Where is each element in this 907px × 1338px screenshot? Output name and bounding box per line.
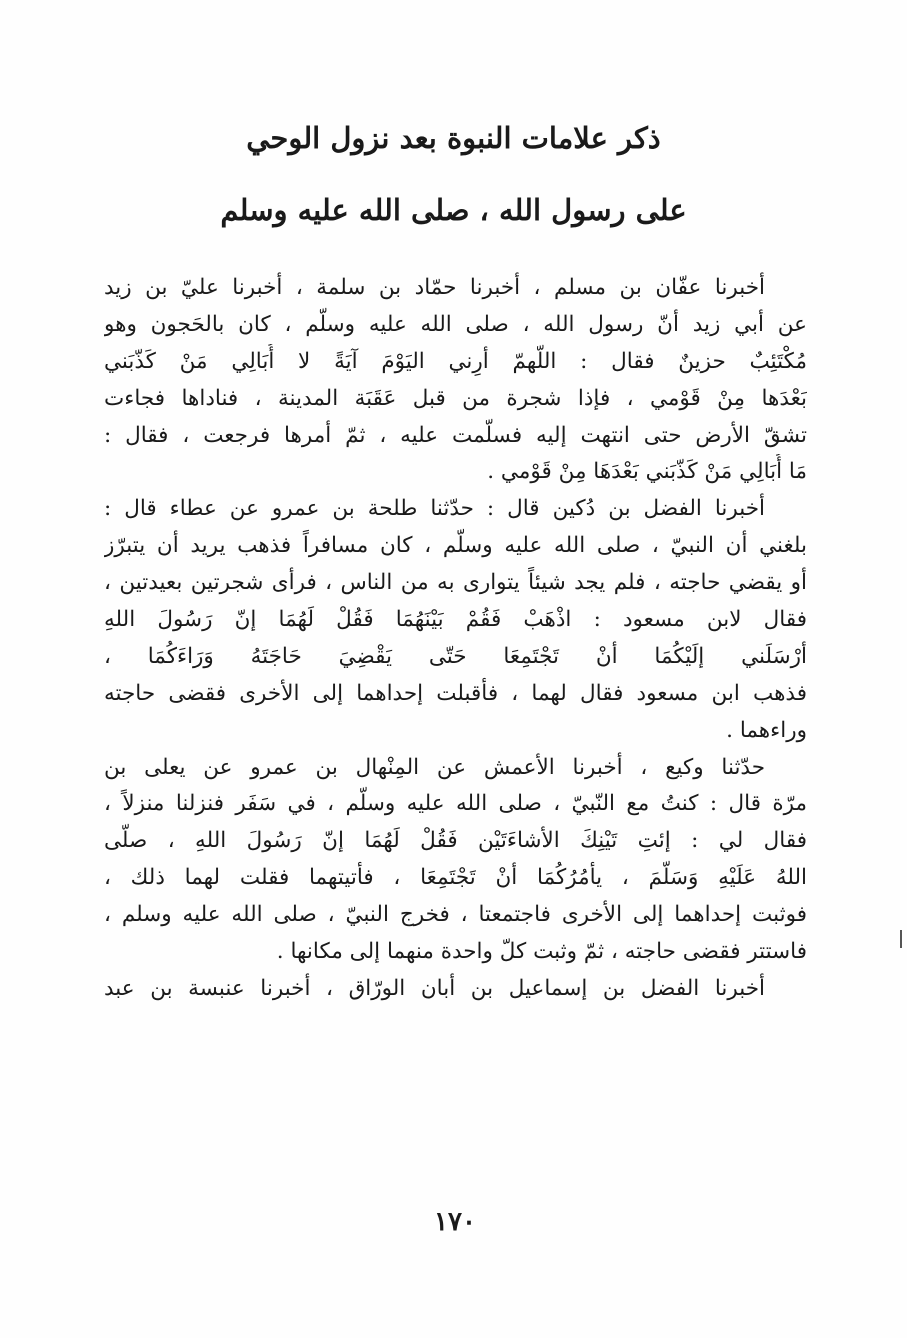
text-line: أخبرنا الفضل بن إسماعيل بن أبان الورّاق ، أخبرنا عنبسة بن عبد — [104, 975, 765, 1001]
text-line: مُكْتَئِبٌ حزينٌ فقال : اللّهمّ أرِني اليَوْمَ آيَةً لا أُبَالِي مَنْ كَذّبَني — [104, 348, 807, 374]
text-line: فقال لي : إئتِ تَيْنِكَ الأشاءَتَيْن فَقُلْ لَهُمَا إنّ رَسُولَ اللهِ ، صلّى — [104, 828, 807, 854]
text-line: بلغني أن النبيّ ، صلى الله عليه وسلّم ، كان مسافراً فذهب يريد أن يتبرّز — [104, 533, 807, 559]
scan-mark — [900, 930, 902, 948]
text-line: أرْسَلَني إلَيْكُمَا أنْ تَجْتَمِعَا حَتّى يَقْضِيَ حَاجَتَهُ وَرَاءَكُمَا ، — [104, 643, 807, 669]
text-line: فقال لابن مسعود : اذْهَبْ فَقُمْ بَيْنَهُمَا فَقُلْ لَهُمَا إنّ رَسُولَ اللهِ — [104, 607, 807, 633]
chapter-heading — [100, 118, 807, 252]
text-line: أو يقضي حاجته ، فلم يجد شيئاً يتوارى به من الناس ، فرأى شجرتين بعيدتين ، — [104, 570, 807, 596]
chapter-title-line-1: ذكر علامات النبوة بعد نزول الوحي — [246, 121, 661, 155]
text-line: أخبرنا الفضل بن دُكين قال : حدّثنا طلحة بن عمرو عن عطاء قال : — [104, 496, 765, 522]
text-line: مرّة قال : كنتُ مع النّبيّ ، صلى الله عليه وسلّم ، في سَفَر فنزلنا منزلاً ، — [104, 791, 807, 817]
page-number: ١٧٠ — [434, 1207, 476, 1237]
text-line: حدّثنا وكيع ، أخبرنا الأعمش عن المِنْهال بن عمرو عن يعلى بن — [104, 754, 765, 780]
text-line: فاستتر فقضى حاجته ، ثمّ وثبت كلّ واحدة منهما إلى مكانها . — [276, 939, 807, 965]
text-line: مَا أُبَالِي مَنْ كَذّبَني بَعْدَهَا مِنْ قَوْمي . — [487, 459, 807, 485]
body-text — [104, 270, 807, 1008]
text-line: تشقّ الأرض حتى انتهت إليه فسلّمت عليه ، ثمّ أمرها فرجعت ، فقال : — [104, 422, 807, 448]
text-line: وراءهما . — [726, 717, 807, 743]
text-line: أخبرنا عفّان بن مسلم ، أخبرنا حمّاد بن سلمة ، أخبرنا عليّ بن زيد — [104, 275, 765, 300]
text-line: فوثبت إحداهما إلى الأخرى فاجتمعتا ، فخرج النبيّ ، صلى الله عليه وسلم ، — [104, 902, 807, 928]
text-line: عن أبي زيد أنّ رسول الله ، صلى الله عليه وسلّم ، كان بالحَجون وهو — [104, 311, 807, 337]
chapter-title-line-2: على رسول الله ، صلى الله عليه وسلم — [220, 193, 687, 227]
text-line: اللهُ عَلَيْهِ وَسَلّمَ ، يأمُرُكُمَا أنْ تَجْتَمِعَا ، فأتيتهما فقلت لهما ذلك ، — [104, 865, 807, 891]
text-line: بَعْدَها مِنْ قَوْمي ، فإذا شجرة من قبل عَقَبَة المدينة ، فناداها فجاءت — [104, 385, 807, 411]
text-line: فذهب ابن مسعود فقال لهما ، فأقبلت إحداهما إلى الأخرى فقضى حاجته — [104, 680, 807, 706]
